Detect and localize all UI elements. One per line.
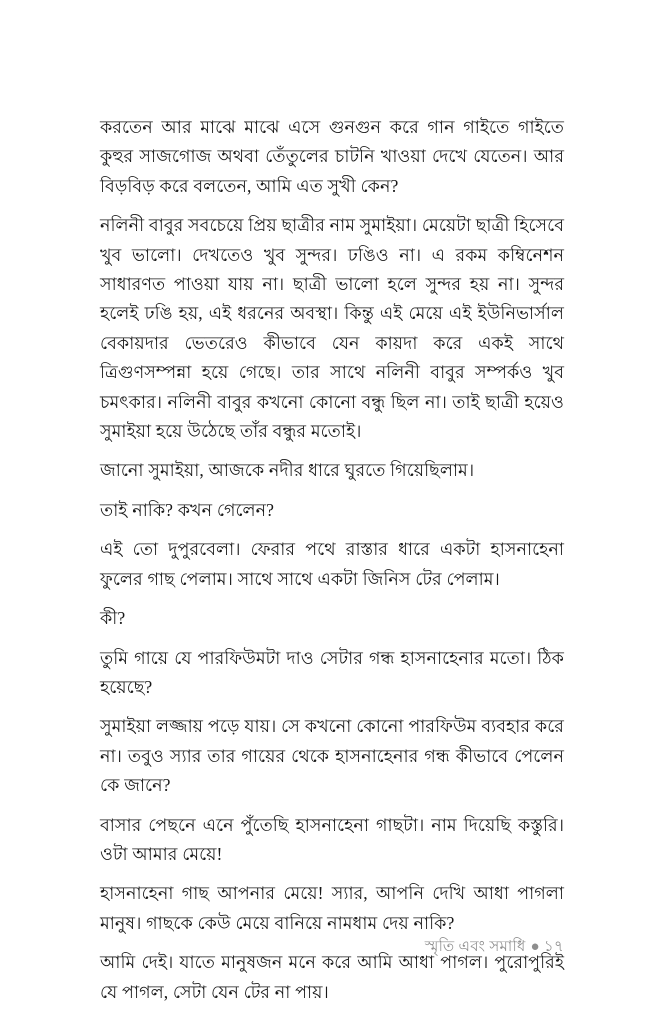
paragraph-dialogue: তুমি গায়ে যে পারফিউমটা দাও সেটার গন্ধ হাসনাহেনার মতো। ঠিক হয়েছে? — [100, 647, 564, 697]
paragraph: সুমাইয়া লজ্জায় পড়ে যায়। সে কখনো কোনো পারফিউম ব্যবহার করে না। তবুও স্যার তার গায়ের থেকে হাসনাহেনার গন্ধ কীভাবে পেলেন কে জানে? — [100, 716, 564, 796]
paragraph-dialogue: কী? — [100, 608, 126, 629]
page-footer — [100, 937, 564, 957]
footer-book-title: স্মৃতি এবং সমাধি — [424, 939, 526, 955]
page-body-text — [100, 113, 564, 1007]
footer-separator-dot: ● — [530, 939, 540, 955]
paragraph-dialogue: বাসার পেছনে এনে পুঁতেছি হাসনাহেনা গাছটা। নাম দিয়েছি কস্তুরি। ওটা আমার মেয়ে! — [100, 814, 564, 864]
paragraph-dialogue: এই তো দুপুরবেলা। ফেরার পথে রাস্তার ধারে একটা হাসনাহেনা ফুলের গাছ পেলাম। সাথে সাথে একটা জিনিস টের পেলাম। — [100, 539, 564, 589]
paragraph: নলিনী বাবুর সবচেয়ে প্রিয় ছাত্রীর নাম সুমাইয়া। মেয়েটা ছাত্রী হিসেবে খুব ভালো। দেখতেও খুব সুন্দর। ঢঙিও না। এ রকম কম্বিনেশন সাধারণত পাওয়া যায় না। ছাত্রী ভালো হলে সুন্দর হয় না। সুন্দর হলেই ঢঙি হয়, এই ধরনের অবস্থা। কিন্তু এই মেয়ে এই ইউনিভার্সাল বেকায়দার ভেতরেও কীভাবে যেন কায়দা করে একই সাথে ত্রিগুণসম্পন্না হয়ে গেছে। তার সাথে নলিনী বাবুর সম্পর্কও খুব চমৎকার। নলিনী বাবুর কখনো কোনো বন্ধু ছিল না। তাই ছাত্রী হয়েও সুমাইয়া হয়ে উঠেছে তাঁর বন্ধুর মতোই। — [100, 215, 564, 442]
paragraph: করতেন আর মাঝে মাঝে এসে গুনগুন করে গান গাইতে গাইতে কুহুর সাজগোজ অথবা তেঁতুলের চাটনি খাওয়া দেখে যেতেন। আর বিড়বিড় করে বলতেন, আমি এত সুখী কেন? — [100, 117, 564, 196]
page-number: ১৭ — [543, 939, 564, 955]
paragraph-dialogue: জানো সুমাইয়া, আজকে নদীর ধারে ঘুরতে গিয়েছিলাম। — [100, 460, 475, 481]
paragraph-dialogue: হাসনাহেনা গাছ আপনার মেয়ে! স্যার, আপনি দেখি আধা পাগলা মানুষ। গাছকে কেউ মেয়ে বানিয়ে নামধাম দেয় নাকি? — [100, 883, 564, 933]
paragraph-dialogue: আমি দেই। যাতে মানুষজন মনে করে আমি আধা পাগল। পুরোপুরিই যে পাগল, সেটা যেন টের না পায়। — [100, 952, 564, 1002]
paragraph-dialogue: তাই নাকি? কখন গেলেন? — [100, 499, 274, 520]
